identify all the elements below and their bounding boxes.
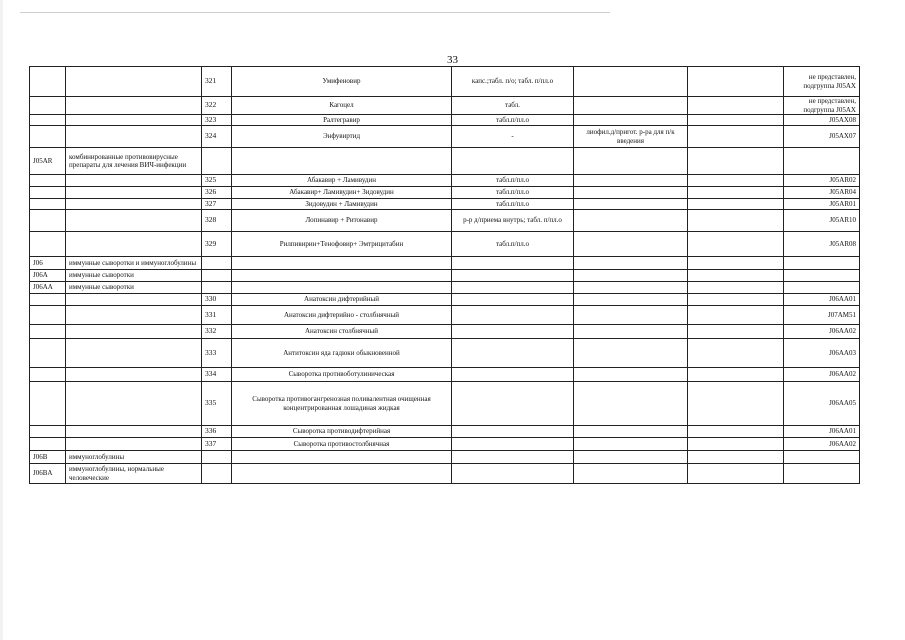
table-row (30, 67, 860, 97)
drug-name-cell: Ралтегравир (232, 115, 452, 126)
dosage-form-cell: капс.;табл. п/о; табл. п/пл.о (452, 67, 574, 97)
item-number-cell: 333 (202, 339, 232, 368)
item-number-cell: 337 (202, 438, 232, 451)
group-name-cell (66, 339, 202, 368)
atc-group-code-cell (30, 187, 66, 199)
table-row (30, 210, 860, 232)
table-row (30, 97, 860, 115)
additional-form-cell (574, 187, 688, 199)
additional-form-cell (574, 97, 688, 115)
atc-group-code-cell (30, 325, 66, 339)
drug-name-cell: Анатоксин дифтерийный (232, 294, 452, 306)
dosage-form-cell (452, 382, 574, 426)
table-row (30, 282, 860, 294)
atc-group-code-cell (30, 67, 66, 97)
item-number-cell: 330 (202, 294, 232, 306)
dosage-form-cell (452, 282, 574, 294)
table-row (30, 339, 860, 368)
table-row (30, 438, 860, 451)
item-number-cell: 331 (202, 306, 232, 325)
atc-group-code-cell (30, 97, 66, 115)
table-row (30, 426, 860, 438)
table-row (30, 257, 860, 270)
dosage-form-cell: табл.п/пл.о (452, 199, 574, 210)
group-name-cell (66, 306, 202, 325)
drug-name-cell: Сыворотка противодифтерийная (232, 426, 452, 438)
additional-form-cell (574, 382, 688, 426)
blank-cell (688, 426, 784, 438)
item-number-cell (202, 148, 232, 175)
table-row (30, 464, 860, 484)
additional-form-cell (574, 257, 688, 270)
group-name-cell: иммунные сыворотки (66, 270, 202, 282)
item-number-cell: 326 (202, 187, 232, 199)
blank-cell (688, 115, 784, 126)
drug-name-cell (232, 282, 452, 294)
dosage-form-cell (452, 339, 574, 368)
item-number-cell: 329 (202, 232, 232, 257)
dosage-form-cell (452, 270, 574, 282)
table-row (30, 148, 860, 175)
atc-group-code-cell: J06AA (30, 282, 66, 294)
additional-form-cell (574, 438, 688, 451)
atc-code-cell: J05AX08 (784, 115, 860, 126)
blank-cell (688, 270, 784, 282)
table-row (30, 187, 860, 199)
atc-group-code-cell (30, 199, 66, 210)
atc-code-cell (784, 464, 860, 484)
dosage-form-cell: табл. (452, 97, 574, 115)
atc-group-code-cell (30, 175, 66, 187)
atc-code-cell: J06AA02 (784, 325, 860, 339)
drug-name-cell: Рилпивирин+Тенофовир+ Эмтрицитабин (232, 232, 452, 257)
dosage-form-cell: - (452, 126, 574, 148)
item-number-cell: 332 (202, 325, 232, 339)
additional-form-cell (574, 270, 688, 282)
item-number-cell: 336 (202, 426, 232, 438)
group-name-cell: комбинированные противовирусные препараты для лечения ВИЧ-инфекции (66, 148, 202, 175)
blank-cell (688, 67, 784, 97)
dosage-form-cell (452, 438, 574, 451)
atc-group-code-cell (30, 126, 66, 148)
blank-cell (688, 339, 784, 368)
item-number-cell: 323 (202, 115, 232, 126)
item-number-cell: 328 (202, 210, 232, 232)
blank-cell (688, 232, 784, 257)
drug-name-cell: Сыворотка противогангренозная поливалентная очищенная концентрированная лошадиная жидкая (232, 382, 452, 426)
drug-name-cell: Умифеновир (232, 67, 452, 97)
group-name-cell (66, 232, 202, 257)
dosage-form-cell (452, 451, 574, 464)
dosage-form-cell (452, 426, 574, 438)
atc-group-code-cell (30, 306, 66, 325)
blank-cell (688, 464, 784, 484)
atc-code-cell: J06AA03 (784, 339, 860, 368)
atc-group-code-cell (30, 368, 66, 382)
blank-cell (688, 438, 784, 451)
group-name-cell (66, 382, 202, 426)
atc-code-cell: J06AA02 (784, 368, 860, 382)
drug-name-cell: Анатоксин дифтерийно - столбнячный (232, 306, 452, 325)
drug-name-cell (232, 464, 452, 484)
atc-group-code-cell (30, 210, 66, 232)
atc-code-cell (784, 451, 860, 464)
table-row (30, 199, 860, 210)
blank-cell (688, 282, 784, 294)
item-number-cell: 327 (202, 199, 232, 210)
additional-form-cell (574, 282, 688, 294)
atc-group-code-cell (30, 382, 66, 426)
dosage-form-cell (452, 368, 574, 382)
additional-form-cell (574, 368, 688, 382)
additional-form-cell (574, 451, 688, 464)
dosage-form-cell (452, 464, 574, 484)
atc-code-cell: J05AX07 (784, 126, 860, 148)
atc-code-cell: J05AR10 (784, 210, 860, 232)
drug-list-table (29, 66, 860, 484)
blank-cell (688, 187, 784, 199)
blank-cell (688, 210, 784, 232)
item-number-cell: 334 (202, 368, 232, 382)
atc-code-cell: J06AA02 (784, 438, 860, 451)
page-number: 33 (447, 54, 458, 66)
drug-name-cell (232, 270, 452, 282)
atc-code-cell: J06AA05 (784, 382, 860, 426)
additional-form-cell (574, 115, 688, 126)
atc-group-code-cell: J06A (30, 270, 66, 282)
dosage-form-cell: табл.п/пл.о (452, 115, 574, 126)
blank-cell (688, 306, 784, 325)
atc-group-code-cell (30, 426, 66, 438)
drug-name-cell (232, 257, 452, 270)
additional-form-cell (574, 339, 688, 368)
additional-form-cell (574, 175, 688, 187)
blank-cell (688, 257, 784, 270)
atc-code-cell: не представлен, подгруппа J05AX (784, 97, 860, 115)
blank-cell (688, 451, 784, 464)
drug-name-cell: Лопинавир + Ритонавир (232, 210, 452, 232)
dosage-form-cell (452, 325, 574, 339)
table-row (30, 126, 860, 148)
additional-form-cell (574, 210, 688, 232)
item-number-cell (202, 270, 232, 282)
blank-cell (688, 199, 784, 210)
table-row (30, 368, 860, 382)
group-name-cell (66, 368, 202, 382)
table-row (30, 294, 860, 306)
atc-code-cell (784, 282, 860, 294)
dosage-form-cell (452, 148, 574, 175)
blank-cell (688, 294, 784, 306)
item-number-cell: 321 (202, 67, 232, 97)
blank-cell (688, 325, 784, 339)
drug-name-cell: Абакавир+ Ламивудин+ Зидовудин (232, 187, 452, 199)
group-name-cell (66, 115, 202, 126)
item-number-cell (202, 451, 232, 464)
additional-form-cell (574, 306, 688, 325)
atc-group-code-cell (30, 115, 66, 126)
additional-form-cell (574, 148, 688, 175)
group-name-cell (66, 210, 202, 232)
group-name-cell (66, 199, 202, 210)
dosage-form-cell (452, 294, 574, 306)
scan-edge (0, 0, 3, 640)
drug-name-cell: Анатоксин столбнячный (232, 325, 452, 339)
atc-group-code-cell: J06BA (30, 464, 66, 484)
dosage-form-cell: р-р д/приема внутрь; табл. п/пл.о (452, 210, 574, 232)
atc-group-code-cell (30, 232, 66, 257)
dosage-form-cell: табл.п/пл.о (452, 187, 574, 199)
additional-form-cell (574, 426, 688, 438)
drug-name-cell: Антитоксин яда гадюки обыкновенной (232, 339, 452, 368)
table-row (30, 232, 860, 257)
blank-cell (688, 126, 784, 148)
scan-artifact-line (20, 12, 610, 13)
atc-code-cell: J05AR02 (784, 175, 860, 187)
atc-group-code-cell (30, 339, 66, 368)
group-name-cell (66, 187, 202, 199)
table-row (30, 306, 860, 325)
dosage-form-cell (452, 257, 574, 270)
group-name-cell (66, 67, 202, 97)
dosage-form-cell (452, 306, 574, 325)
drug-name-cell (232, 148, 452, 175)
group-name-cell (66, 294, 202, 306)
blank-cell (688, 382, 784, 426)
drug-name-cell: Зидовудин + Ламивудин (232, 199, 452, 210)
group-name-cell (66, 126, 202, 148)
additional-form-cell (574, 199, 688, 210)
atc-code-cell (784, 148, 860, 175)
atc-code-cell (784, 270, 860, 282)
atc-code-cell: J06AA01 (784, 426, 860, 438)
additional-form-cell (574, 464, 688, 484)
table-row (30, 270, 860, 282)
drug-name-cell: Кагоцел (232, 97, 452, 115)
table-row (30, 115, 860, 126)
group-name-cell (66, 325, 202, 339)
drug-name-cell: Абакавир + Ламивудин (232, 175, 452, 187)
atc-code-cell: J07AM51 (784, 306, 860, 325)
item-number-cell (202, 464, 232, 484)
atc-code-cell: J05AR01 (784, 199, 860, 210)
item-number-cell (202, 282, 232, 294)
atc-code-cell: J06AA01 (784, 294, 860, 306)
blank-cell (688, 175, 784, 187)
atc-code-cell: не представлен, подгруппа J05AX (784, 67, 860, 97)
dosage-form-cell: табл.п/пл.о (452, 175, 574, 187)
atc-group-code-cell: J06B (30, 451, 66, 464)
additional-form-cell (574, 294, 688, 306)
blank-cell (688, 97, 784, 115)
drug-name-cell: Сыворотка противоботулиническая (232, 368, 452, 382)
item-number-cell (202, 257, 232, 270)
group-name-cell (66, 97, 202, 115)
drug-name-cell: Сыворотка противостолбнячная (232, 438, 452, 451)
item-number-cell: 325 (202, 175, 232, 187)
atc-group-code-cell (30, 294, 66, 306)
blank-cell (688, 148, 784, 175)
table-row (30, 451, 860, 464)
group-name-cell (66, 175, 202, 187)
group-name-cell: иммуноглобулины, нормальные человеческие (66, 464, 202, 484)
group-name-cell: иммунные сыворотки и иммуноглобулины (66, 257, 202, 270)
item-number-cell: 335 (202, 382, 232, 426)
blank-cell (688, 368, 784, 382)
table-row (30, 382, 860, 426)
table-row (30, 325, 860, 339)
dosage-form-cell: табл.п/пл.о (452, 232, 574, 257)
group-name-cell: иммуноглобулины (66, 451, 202, 464)
atc-group-code-cell: J06 (30, 257, 66, 270)
table-row (30, 175, 860, 187)
group-name-cell: иммунные сыворотки (66, 282, 202, 294)
atc-group-code-cell: J05AR (30, 148, 66, 175)
group-name-cell (66, 438, 202, 451)
additional-form-cell (574, 232, 688, 257)
item-number-cell: 322 (202, 97, 232, 115)
atc-group-code-cell (30, 438, 66, 451)
atc-code-cell: J05AR04 (784, 187, 860, 199)
drug-name-cell: Энфувиртид (232, 126, 452, 148)
additional-form-cell: лиофил.д/пригот. р-ра для п/к введения (574, 126, 688, 148)
item-number-cell: 324 (202, 126, 232, 148)
additional-form-cell (574, 325, 688, 339)
atc-code-cell: J05AR08 (784, 232, 860, 257)
drug-name-cell (232, 451, 452, 464)
atc-code-cell (784, 257, 860, 270)
additional-form-cell (574, 67, 688, 97)
group-name-cell (66, 426, 202, 438)
